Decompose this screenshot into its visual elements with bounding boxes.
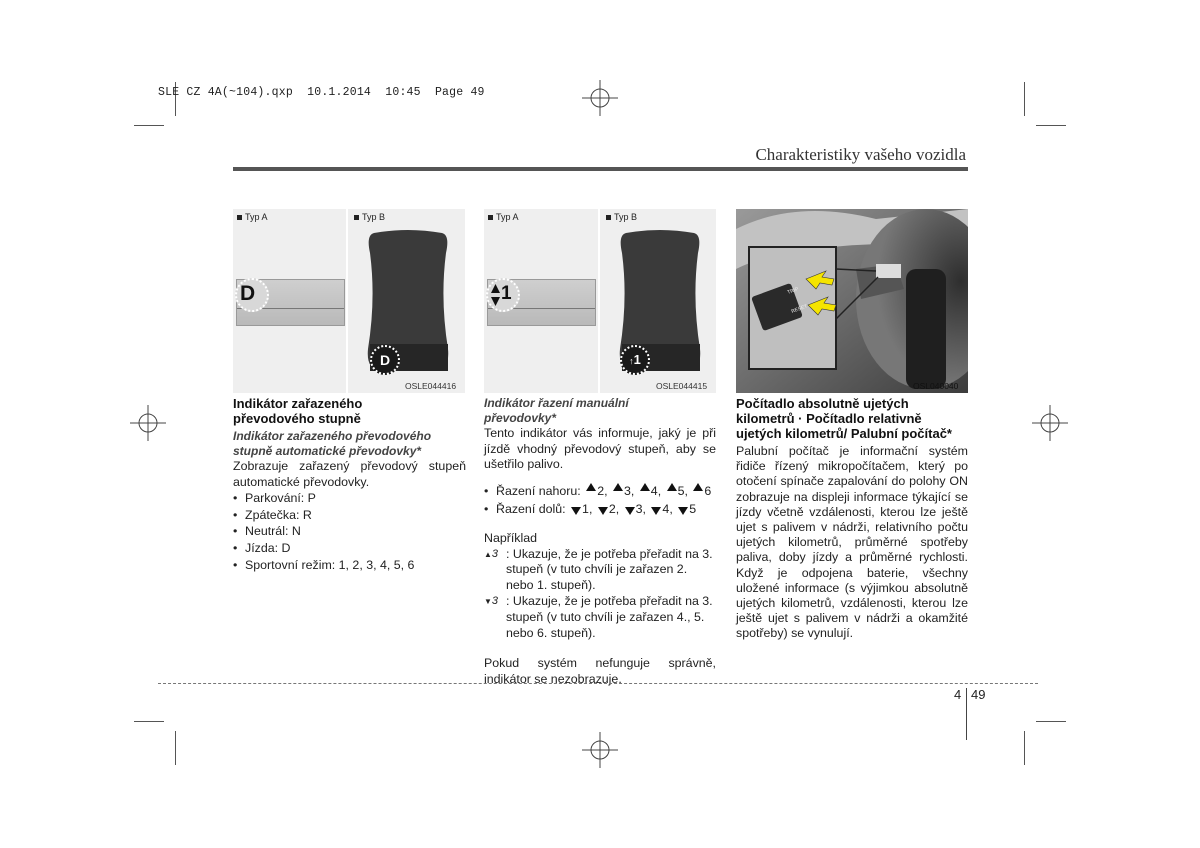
page-divider (966, 688, 967, 740)
list-item: • Parkování: P (233, 491, 466, 507)
section-number: 4 (954, 687, 962, 702)
gear-value: 3 (623, 483, 631, 498)
crop-mark (134, 721, 164, 722)
section-subheading: Indikátor zařazeného převodového stupně automatické převodovky* (233, 429, 432, 458)
example-text: : Ukazuje, že je potřeba přeřadit na 3. stupeň (v tuto chvíli je zařazen 2. nebo 1. stupeň). (506, 546, 713, 592)
up-down-arrow-icon (491, 284, 500, 306)
registration-mark-icon (1032, 405, 1068, 441)
arrow-down-icon (571, 507, 581, 515)
section-heading: Počítadlo absolutně ujetých kilometrů · Počítadlo relativně ujetých kilometrů/ Palubní počítač* (736, 396, 952, 441)
gear-value: 5 (689, 502, 697, 517)
gear-value: 5 (677, 483, 685, 498)
trip-button-label: TRIP (786, 286, 800, 296)
paragraph-note: Pokud systém nefunguje správně, indikátor se nezobrazuje. (484, 656, 716, 686)
figure-panel-typ-a (484, 209, 598, 393)
print-slug: SLE CZ 4A(~104).qxp 10.1.2014 10:45 Page 49 (158, 86, 485, 99)
figure-panel-typ-b (348, 209, 465, 393)
header-rule (233, 167, 968, 171)
arrow-down-icon (625, 507, 635, 515)
column-gear-indicator (233, 396, 466, 574)
arrow-down-icon (598, 507, 608, 515)
list-item-shift-up: • Řazení nahoru: 2, 3, 4, 5, 6 (484, 484, 716, 500)
arrow-up-icon (613, 483, 623, 491)
section-subheading: Indikátor řazení manuální převodovky* (484, 396, 629, 425)
arrow-up-icon (640, 483, 650, 491)
arrow-up-icon (693, 483, 703, 491)
arrow-up-icon (586, 483, 596, 491)
paragraph: Zobrazuje zařazený převodový stupeň automatické převodovky. (233, 459, 466, 489)
gear-value: 6 (704, 483, 712, 498)
paragraph: Tento indikátor vás informuje, jaký je při jízdě vhodný převodový stupeň, aby se ušetřilo palivo. (484, 426, 716, 472)
shift-down-label: Řazení dolů: (496, 502, 566, 517)
shift-indicator: ↑1 (620, 345, 650, 375)
column-shift-indicator (484, 396, 716, 687)
figure-code: OSLE044415 (656, 381, 708, 391)
gear-value: 3 (635, 502, 643, 517)
crop-mark (1024, 731, 1025, 765)
crop-mark (134, 125, 164, 126)
typ-b-label: Typ B (606, 212, 637, 222)
registration-mark-icon (582, 732, 618, 768)
figure-code: OSL040040 (913, 381, 959, 391)
arrow-down-icon (678, 507, 688, 515)
shift-down-symbol: ▼3 (484, 595, 499, 608)
section-heading: Indikátor zařazeného převodového stupně (233, 396, 363, 426)
gear-list (233, 491, 466, 573)
lcd-display (487, 279, 596, 326)
example-down (484, 594, 716, 641)
list-item-shift-down: • Řazení dolů: 1, 2, 3, 4, 5 (484, 502, 716, 518)
typ-b-label: Typ B (354, 212, 385, 222)
page-header-title: Charakteristiky vašeho vozidla (755, 145, 966, 164)
example-up (484, 547, 716, 594)
gear-number: 1 (633, 352, 641, 367)
crop-mark (1036, 125, 1066, 126)
example-text: : Ukazuje, že je potřeba přeřadit na 3. stupeň (v tuto chvíli je zařazen 4., 5. nebo 6. stupeň). (506, 594, 713, 640)
typ-a-label: Typ A (488, 212, 519, 222)
registration-mark-icon (130, 405, 166, 441)
gear-number: 1 (501, 283, 512, 304)
shift-up-label: Řazení nahoru: (496, 483, 581, 498)
registration-mark-icon (582, 80, 618, 116)
list-item: • Sportovní režim: 1, 2, 3, 4, 5, 6 (233, 558, 466, 574)
gear-letter: D (240, 282, 256, 305)
gear-indicator-d: D (370, 345, 400, 375)
list-item: • Jízda: D (233, 541, 466, 557)
trip-reset-photo (736, 209, 968, 393)
gear-value: 1 (582, 502, 589, 517)
gear-value: 4 (650, 483, 658, 498)
crop-mark (1024, 82, 1025, 116)
arrow-up-icon (667, 483, 677, 491)
list-item: • Neutrál: N (233, 524, 466, 540)
lcd-display (236, 279, 345, 326)
list-item: • Zpátečka: R (233, 508, 466, 524)
shift-list (484, 484, 716, 518)
gear-value: 4 (662, 502, 670, 517)
arrow-down-icon (651, 507, 661, 515)
gear-value: 2 (608, 502, 616, 517)
figure-panel-typ-a (233, 209, 346, 393)
reset-button-label: RESET (790, 303, 809, 315)
gear-value: 2 (597, 483, 605, 498)
crop-mark (1036, 721, 1066, 722)
column-trip-computer (736, 396, 968, 642)
example-title: Například (484, 530, 538, 545)
paragraph: Palubní počítač je informační systém řidiče řízený mikropočítačem, který po otočení spínače zapalování do polohy ON zobrazuje na displeji informace týkající se jízdy včetně vzdálenosti, kterou lze ještě ujet s palivem v nádrži, relativního počtu ujetých kilometrů, průměrné spotřeby paliva, doby jízdy a průměrné rychlosti. Když je odpojena baterie, všechny uložené informace (s výjimkou absolutně ujetých kilometrů, vzdálenosti, kterou lze ještě ujet s palivem v nádrži a okamžité spotřeby) se vynulují. (736, 444, 968, 641)
page-number: 49 (971, 687, 986, 702)
shift-up-symbol: ▲3 (484, 547, 499, 560)
typ-a-label: Typ A (237, 212, 268, 222)
crop-mark (175, 731, 176, 765)
figure-panel-typ-b (600, 209, 716, 393)
footer-rule (158, 683, 1038, 684)
figure-code: OSLE044416 (405, 381, 457, 391)
